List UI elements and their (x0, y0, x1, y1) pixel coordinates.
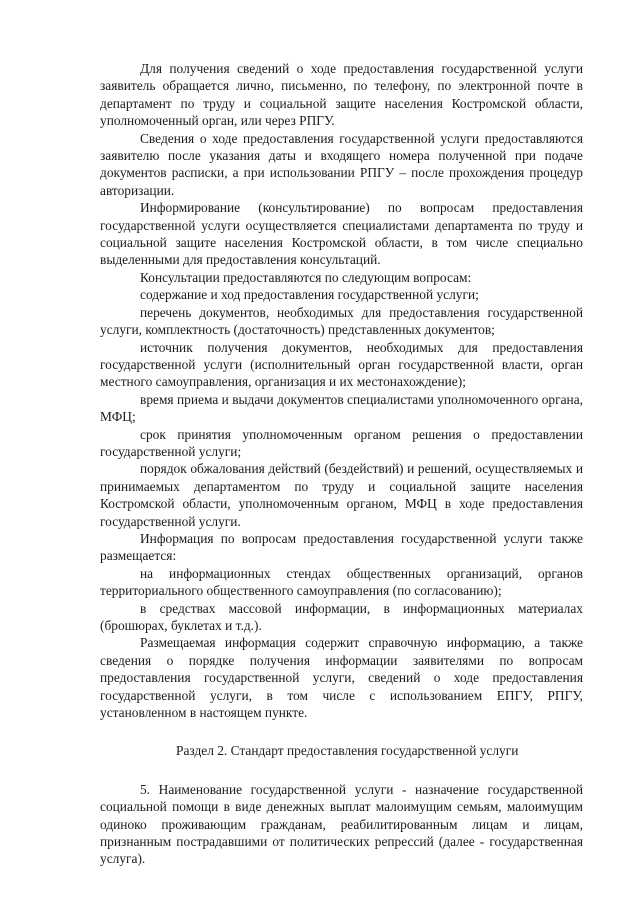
document-body (100, 60, 583, 868)
section-title: Раздел 2. Стандарт предоставления государственной услуги (176, 743, 519, 759)
list-item-content-progress: содержание и ход предоставления государственной услуги; (140, 287, 479, 303)
list-item-document-source: источник получения документов, необходимых для предоставления государственной услуги (исполнительный орган государственной власти, орган местного самоуправления, организация и их местонахождение); (100, 339, 583, 390)
paragraph-reference-info: Размещаемая информация содержит справочную информацию, а также сведения о порядке получения информации заявителями по вопросам предоставления государственной услуги, сведений о ходе предоставления государственной услуги, в том числе с использованием ЕПГУ, РПГУ, установленном в настоящем пункте. (100, 635, 583, 721)
paragraph-status-details: Сведения о ходе предоставления государственной услуги предоставляются заявителю после указания даты и входящего номера полученной при подаче документов расписки, а при использовании РПГУ – после прохождения процедур авторизации. (100, 130, 583, 198)
list-item-documents: перечень документов, необходимых для предоставления государственной услуги, комплектность (достаточность) представленных документов; (100, 304, 583, 338)
paragraph-info-placement: Информация по вопросам предоставления государственной услуги также размещается: (100, 530, 583, 564)
item-5-service-name: 5. Наименование государственной услуги - назначение государственной социальной помощи в виде денежных выплат малоимущим семьям, малоимущим одиноко проживающим гражданам, реабилитированным лицам и лицам, признанным пострадавшими от политических репрессий (далее - государственная услуга). (100, 781, 583, 867)
list-item-info-stands: на информационных стендах общественных организаций, органов территориального общественного самоуправления (по согласованию); (100, 565, 583, 599)
list-item-mass-media: в средствах массовой информации, в информационных материалах (брошюрах, буклетах и т.д.). (100, 600, 583, 633)
list-item-decision-term: срок принятия уполномоченным органом решения о предоставлении государственной услуги; (100, 426, 583, 459)
list-item-reception-time: время приема и выдачи документов специалистами уполномоченного органа, МФЦ; (100, 391, 583, 425)
paragraph-consult-topics: Консультации предоставляются по следующим вопросам: (140, 269, 472, 285)
list-item-appeal-procedure: порядок обжалования действий (бездействий) и решений, осуществляемых и принимаемых департаментом по труду и социальной защите населения Костромской области, уполномоченным органом, МФЦ в ходе предоставления государственной услуги. (100, 461, 583, 529)
paragraph-consulting: Информирование (консультирование) по вопросам предоставления государственной услуги осуществляется специалистами департамента по труду и социальной защите населения Костромской области, в том числе специально выделенными для предоставления консультаций. (100, 200, 583, 268)
paragraph-status-info: Для получения сведений о ходе предоставления государственной услуги заявитель обращается лично, письменно, по телефону, по электронной почте в департамент по труду и социальной защите населения Костромской области, уполномоченный орган, или через РПГУ. (100, 61, 583, 129)
